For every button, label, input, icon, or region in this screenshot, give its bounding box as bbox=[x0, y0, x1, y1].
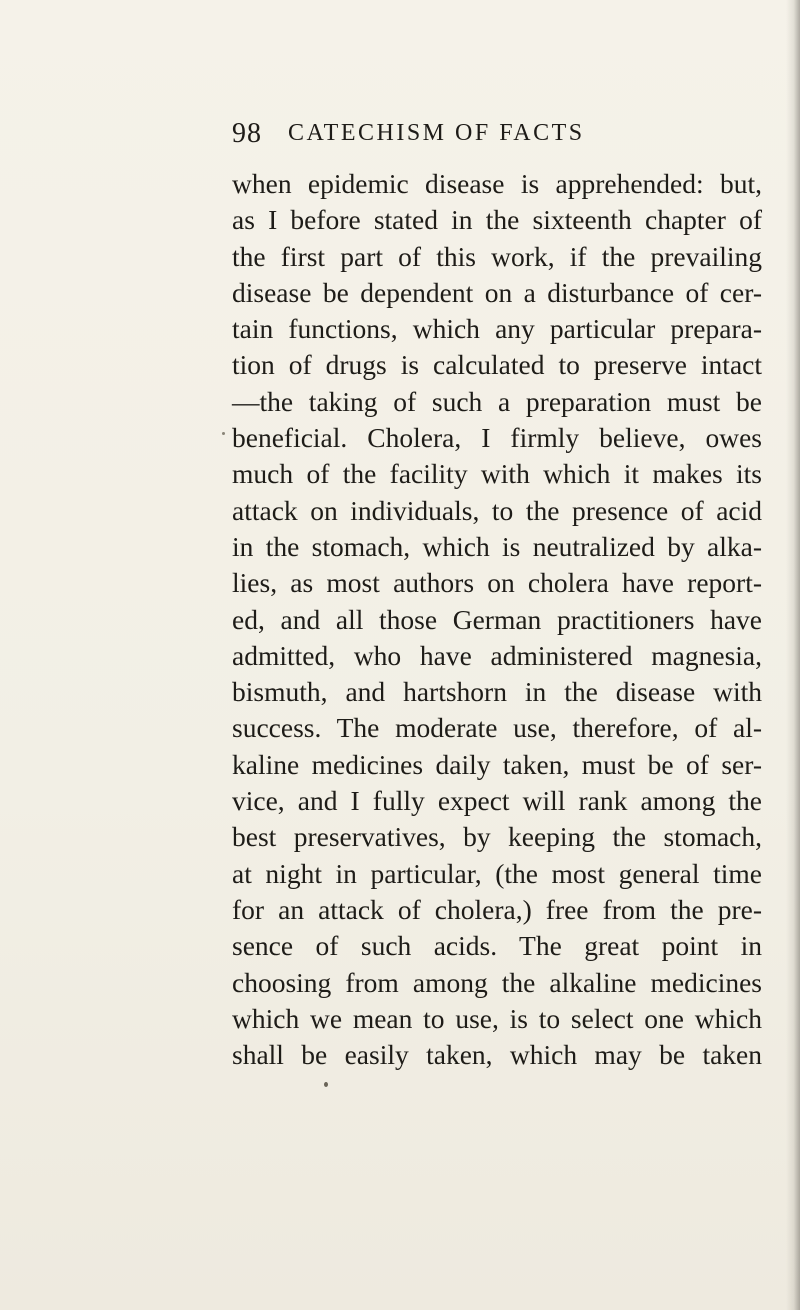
text-line: best preservatives, by keeping the stomach, bbox=[232, 821, 762, 853]
text-line: —the taking of such a preparation must be bbox=[232, 385, 762, 417]
text-line: disease be dependent on a disturbance of cer- bbox=[232, 276, 762, 308]
page-header bbox=[0, 118, 800, 158]
text-line: tion of drugs is calculated to preserve intact bbox=[232, 349, 762, 381]
text-line: vice, and I fully expect will rank among the bbox=[232, 785, 762, 817]
text-line: which we mean to use, is to select one which bbox=[232, 1002, 762, 1034]
text-line: at night in particular, (the most general time bbox=[232, 857, 762, 889]
ink-speck bbox=[324, 1082, 328, 1087]
text-line: bismuth, and hartshorn in the disease with bbox=[232, 676, 762, 708]
text-line: in the stomach, which is neutralized by alka- bbox=[232, 530, 762, 562]
text-line: kaline medicines daily taken, must be of ser- bbox=[232, 748, 762, 780]
text-line: sence of such acids. The great point in bbox=[232, 930, 762, 962]
text-line: for an attack of cholera,) free from the pre- bbox=[232, 893, 762, 925]
ink-speck bbox=[222, 432, 225, 435]
text-line: choosing from among the alkaline medicines bbox=[232, 966, 762, 998]
text-line: ed, and all those German practitioners have bbox=[232, 603, 762, 635]
body-text bbox=[232, 166, 762, 1073]
page-edge-shadow bbox=[786, 0, 800, 1310]
text-line: attack on individuals, to the presence of acid bbox=[232, 494, 762, 526]
text-line: admitted, who have administered magnesia, bbox=[232, 639, 762, 671]
text-line: as I before stated in the sixteenth chapter of bbox=[232, 204, 762, 236]
text-line: beneficial. Cholera, I firmly believe, owes bbox=[232, 422, 762, 454]
text-line: shall be easily taken, which may be taken bbox=[232, 1039, 762, 1071]
text-line: when epidemic disease is apprehended: but, bbox=[232, 168, 762, 199]
text-line: the first part of this work, if the prevailing bbox=[232, 240, 762, 272]
text-line: lies, as most authors on cholera have report- bbox=[232, 567, 762, 599]
running-head: CATECHISM OF FACTS bbox=[288, 120, 585, 146]
text-line: success. The moderate use, therefore, of al- bbox=[232, 712, 762, 744]
text-line: much of the facility with which it makes its bbox=[232, 458, 762, 490]
text-line: tain functions, which any particular prepara- bbox=[232, 313, 762, 345]
page-number: 98 bbox=[232, 118, 262, 149]
